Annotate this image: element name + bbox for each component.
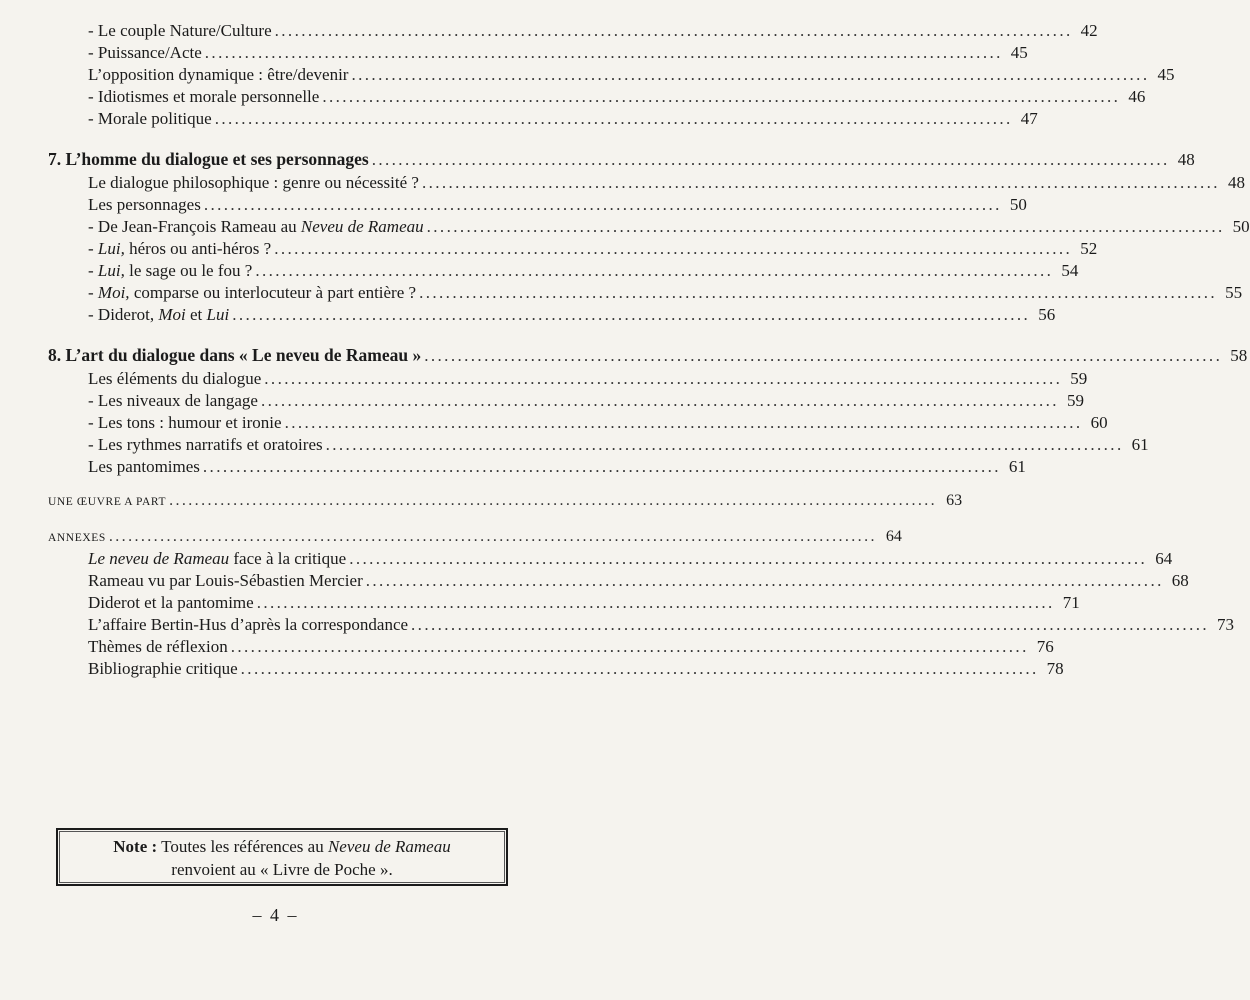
toc-entry-title — [88, 42, 202, 64]
toc-entry — [88, 570, 1189, 592]
toc-entry-title-segment: Les personnages — [88, 195, 201, 214]
toc-entry-page: 52 — [1080, 239, 1098, 258]
toc-entry-page: 68 — [1171, 571, 1189, 590]
note-text-1: Toutes les références au — [157, 837, 328, 856]
toc-entry-title — [88, 592, 254, 614]
toc-leader-dots: ........................................................................................................................ — [203, 195, 1002, 214]
toc-leader-dots: ........................................................................................................................ — [169, 492, 938, 509]
toc-entry-title-segment: Moi, — [97, 283, 130, 302]
toc-entry-page: 58 — [1230, 346, 1248, 365]
toc-leader-dots: ........................................................................................................................ — [365, 571, 1164, 590]
toc-entry-page: 60 — [1090, 413, 1108, 432]
toc-entry-page: 59 — [1070, 369, 1088, 388]
note-label: Note : — [113, 837, 158, 856]
toc-entry-title — [48, 527, 106, 549]
toc-entry-title-segment: le sage ou le fou ? — [124, 261, 253, 280]
toc-entry-title-segment: - Puissance/Acte — [88, 43, 202, 62]
toc-entry — [88, 456, 1026, 478]
toc-entry-title-segment: Le neveu de Rameau — [88, 549, 230, 568]
note-line-1 — [58, 835, 506, 858]
toc-entry — [88, 216, 1250, 238]
toc-entry-page: 48 — [1177, 150, 1195, 169]
toc-leader-dots: ........................................................................................................................ — [351, 65, 1150, 84]
toc-entry-title-segment: Diderot et la pantomime — [88, 593, 254, 612]
toc-entry-page: 63 — [946, 492, 963, 509]
toc-entry — [88, 282, 1243, 304]
toc-entry-title-segment: et — [185, 305, 207, 324]
note-line-2: renvoient au « Livre de Poche ». — [171, 860, 393, 879]
toc-entry-title-segment: Lui, — [97, 239, 125, 258]
toc-entry-title — [48, 491, 166, 513]
toc-entry-title-segment: comparse ou interlocuteur à part entière ? — [129, 283, 417, 302]
toc-entry — [48, 526, 902, 549]
note-title: Neveu de Rameau — [327, 837, 451, 856]
toc-leader-dots: ........................................................................................................................ — [108, 528, 877, 545]
toc-entry-page: 64 — [1155, 549, 1173, 568]
toc-leader-dots: ........................................................................................................................ — [421, 173, 1220, 192]
toc-entry-title-segment: - — [88, 283, 98, 302]
toc-entry-title — [88, 86, 319, 108]
toc-entry-title-segment: Lui — [206, 305, 230, 324]
toc-entry-title-segment: - Diderot, — [88, 305, 159, 324]
toc-entry-title-segment: - De Jean-François Rameau au — [88, 217, 301, 236]
toc-entry-title — [88, 368, 261, 390]
toc-entry-page: 45 — [1010, 43, 1028, 62]
toc-entry-page: 59 — [1066, 391, 1084, 410]
toc-entry-title-segment: Rameau vu par Louis-Sébastien Mercier — [88, 571, 363, 590]
toc-leader-dots: ........................................................................................................................ — [230, 637, 1029, 656]
toc-entry-page: 76 — [1036, 637, 1054, 656]
toc-entry-page: 78 — [1046, 659, 1064, 678]
toc-entry — [88, 304, 1056, 326]
toc-entry-page: 64 — [885, 528, 902, 545]
toc-leader-dots: ........................................................................................................................ — [202, 457, 1001, 476]
toc-entry-title-segment: - Les niveaux de langage — [88, 391, 258, 410]
toc-entry — [88, 194, 1027, 216]
toc-entry — [88, 20, 1098, 42]
toc-entry-title — [88, 304, 229, 326]
toc-entry — [88, 614, 1235, 636]
toc-entry — [48, 490, 963, 513]
toc-entry-title — [88, 456, 200, 478]
toc-entry — [88, 260, 1079, 282]
toc-entry — [48, 148, 1195, 171]
toc-entry-title-segment: L’affaire Bertin-Hus d’après la correspondance — [88, 615, 409, 634]
toc-entry-page: 42 — [1080, 21, 1098, 40]
toc-entry-title — [88, 194, 201, 216]
toc-leader-dots: ........................................................................................................................ — [204, 43, 1003, 62]
toc-entry-title-segment: face à la critique — [229, 549, 347, 568]
toc-entry-title-segment: L’opposition dynamique : être/devenir — [88, 65, 349, 84]
toc-entry-title — [48, 148, 369, 170]
toc-entry-page: 48 — [1227, 173, 1245, 192]
toc-entry — [88, 108, 1038, 130]
toc-entry-title — [88, 412, 282, 434]
toc-entry-title-segment: - — [88, 239, 98, 258]
toc-entry-page: 54 — [1061, 261, 1079, 280]
toc-entry-title-segment: - Idiotismes et morale personnelle — [88, 87, 320, 106]
toc-entry-page: 61 — [1131, 435, 1149, 454]
toc-leader-dots: ........................................................................................................................ — [424, 346, 1223, 365]
toc-entry-title — [88, 238, 271, 260]
toc-entry — [88, 434, 1149, 456]
page-number: – 4 – — [252, 905, 299, 925]
toc-leader-dots: ........................................................................................................................ — [260, 391, 1059, 410]
toc-entry-title — [88, 570, 363, 592]
toc-entry — [88, 86, 1146, 108]
toc-entry-title — [88, 434, 323, 456]
toc-entry-title-segment: - — [88, 261, 98, 280]
toc-entry — [88, 636, 1054, 658]
toc-leader-dots: ........................................................................................................................ — [255, 261, 1054, 280]
toc-entry-title-segment: héros ou anti-héros ? — [124, 239, 272, 258]
toc-entry — [88, 42, 1028, 64]
toc-leader-dots: ........................................................................................................................ — [325, 435, 1124, 454]
toc-entry-page: 45 — [1157, 65, 1175, 84]
toc-entry — [88, 412, 1108, 434]
toc-leader-dots: ........................................................................................................................ — [371, 150, 1170, 169]
toc-entry-title — [88, 260, 252, 282]
toc-entry-title-segment: 8. L’art du dialogue dans « Le neveu de Rameau » — [48, 345, 422, 365]
toc-leader-dots: ........................................................................................................................ — [256, 593, 1055, 612]
toc-entry-title — [88, 20, 272, 42]
toc-entry — [88, 172, 1245, 194]
toc-entry-title-segment: - Le couple Nature/Culture — [88, 21, 272, 40]
toc-entry-title-segment: Les éléments du dialogue — [88, 369, 262, 388]
toc-entry — [48, 344, 1248, 367]
toc-entry-title — [88, 548, 346, 570]
toc-leader-dots: ........................................................................................................................ — [322, 87, 1121, 106]
toc-leader-dots: ........................................................................................................................ — [274, 21, 1073, 40]
toc-entry — [88, 592, 1080, 614]
toc-entry-page: 46 — [1128, 87, 1146, 106]
toc-entry — [88, 368, 1088, 390]
toc-entry-title — [88, 390, 258, 412]
toc-entry-title — [88, 614, 408, 636]
toc-entry-title-segment: Lui, — [97, 261, 125, 280]
toc-entry-title-segment: Neveu de Rameau — [300, 217, 424, 236]
toc-leader-dots: ........................................................................................................................ — [419, 283, 1218, 302]
toc-leader-dots: ........................................................................................................................ — [214, 109, 1013, 128]
toc-entry — [88, 390, 1084, 412]
toc-leader-dots: ........................................................................................................................ — [240, 659, 1039, 678]
toc-entry-page: 61 — [1008, 457, 1026, 476]
toc-entry-page: 50 — [1009, 195, 1027, 214]
toc-entry — [88, 64, 1175, 86]
toc-leader-dots: ........................................................................................................................ — [232, 305, 1031, 324]
toc-entry-title — [88, 108, 212, 130]
toc-entry-title-segment: Thèmes de réflexion — [88, 637, 228, 656]
toc-leader-dots: ........................................................................................................................ — [284, 413, 1083, 432]
toc-entry-title-segment: - Morale politique — [88, 109, 212, 128]
toc-entry-title-segment: Bibliographie critique — [88, 659, 238, 678]
toc-leader-dots: ........................................................................................................................ — [426, 217, 1225, 236]
toc-entry-title-segment: ANNEXES — [48, 532, 106, 544]
toc-leader-dots: ........................................................................................................................ — [264, 369, 1063, 388]
toc-entry-page: 50 — [1232, 217, 1250, 236]
toc-entry-title — [88, 282, 416, 304]
toc-entry-title — [88, 64, 348, 86]
toc-entry-page: 56 — [1038, 305, 1056, 324]
toc-entry-title — [88, 216, 424, 238]
toc-entry-title-segment: Moi — [158, 305, 186, 324]
toc-entry — [88, 548, 1173, 570]
toc-entry-page: 47 — [1020, 109, 1038, 128]
toc-entry — [88, 238, 1098, 260]
toc-leader-dots: ........................................................................................................................ — [274, 239, 1073, 258]
toc-entry-page: 71 — [1062, 593, 1080, 612]
toc-entry-title-segment: 7. L’homme du dialogue et ses personnages — [48, 149, 369, 169]
toc-entry-title-segment: Les pantomimes — [88, 457, 200, 476]
toc-entry-title-segment: Le dialogue philosophique : genre ou nécessité ? — [88, 173, 419, 192]
note-box — [56, 828, 508, 886]
toc-entry-page: 73 — [1217, 615, 1235, 634]
toc-entry-title — [88, 172, 419, 194]
toc-entry — [88, 658, 1064, 680]
toc-entry-title — [48, 344, 421, 366]
toc-entry-title-segment: - Les rythmes narratifs et oratoires — [88, 435, 323, 454]
toc-entry-title-segment: UNE ŒUVRE A PART — [48, 496, 167, 508]
toc-entry-title — [88, 658, 238, 680]
toc-entry-page: 55 — [1225, 283, 1243, 302]
toc-leader-dots: ........................................................................................................................ — [411, 615, 1210, 634]
toc-entry-title — [88, 636, 228, 658]
toc-entry-title-segment: - Les tons : humour et ironie — [88, 413, 282, 432]
toc-leader-dots: ........................................................................................................................ — [349, 549, 1148, 568]
